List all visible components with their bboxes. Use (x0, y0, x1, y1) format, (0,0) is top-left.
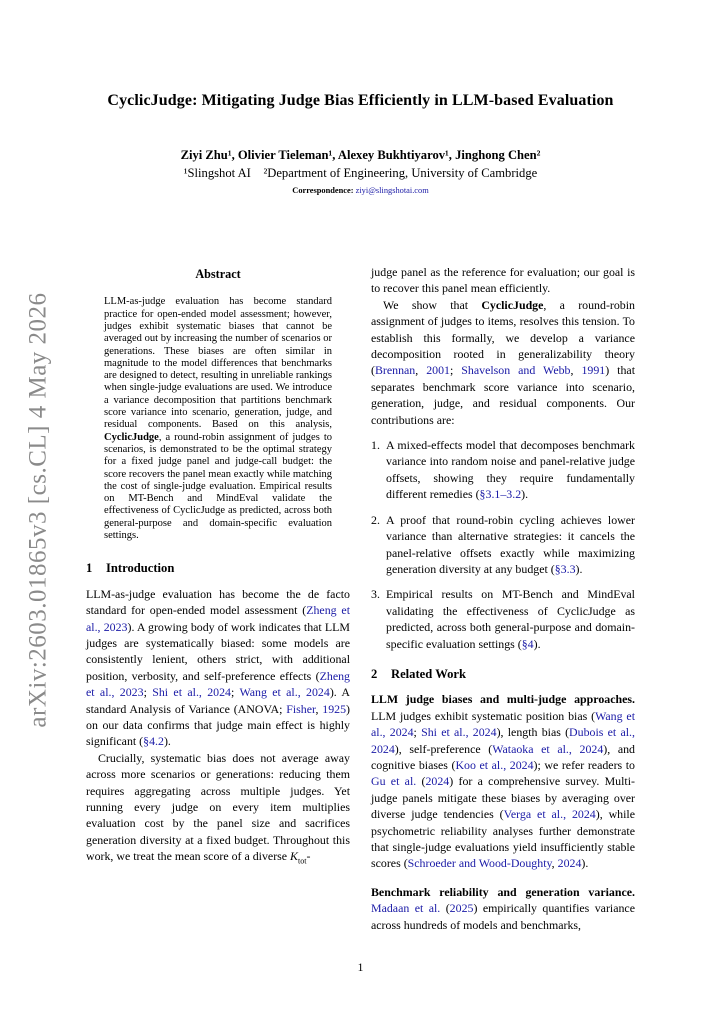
text-run: ( (416, 774, 426, 789)
section-heading-related-work (371, 666, 635, 682)
text-run: ); we refer readers to (533, 757, 635, 772)
text-run: , (570, 363, 582, 378)
section-heading-introduction (86, 560, 350, 576)
citation-link[interactable]: 2001 (426, 363, 450, 378)
text-run: ) that separates benchmark score variance into scenario, generation, judge, and residual components. Our contributions are: (371, 363, 635, 427)
intro-paragraph-3 (371, 297, 635, 428)
text-run: ), length bias ( (496, 725, 570, 740)
list-number: 2. (371, 512, 380, 527)
citation-link[interactable]: 2025 (449, 901, 474, 916)
abstract-text-part: , a round-robin assignment of judges to scenarios, is demonstrated to be the optimal strategy for a fixed judge panel and judge-call budget: the score recovers the panel mean exactly while matching the cost of single-judge evaluation. Empirical results on MT-Bench and MindEval validate the effectiveness of CyclicJudge as predicted, across both general-purpose and domain-specific evaluation settings. (104, 431, 332, 542)
method-name: CyclicJudge (481, 297, 544, 312)
abstract-method-name: CyclicJudge (104, 431, 159, 443)
citation-link[interactable]: 1991 (581, 363, 606, 378)
citation-link[interactable]: Shavelson and Webb (461, 363, 571, 378)
text-run: A mixed-effects model that decomposes benchmark variance into random noise and panel-relative judge offsets, showing they require fundamentally different remedies ( (386, 438, 635, 502)
text-run: We show that (383, 297, 482, 312)
abstract-body (104, 296, 332, 542)
text-run: - (306, 849, 311, 864)
text-run: ; (413, 725, 422, 740)
citation-link[interactable]: Shi et al., 2024 (421, 725, 497, 740)
paper-title: CyclicJudge: Mitigating Judge Bias Efficiently in LLM-based Evaluation (107, 92, 614, 109)
citation-link[interactable]: Fisher (286, 701, 316, 716)
citation-link[interactable]: Brennan (374, 363, 416, 378)
citation-link[interactable]: Wataoka et al., 2024 (492, 741, 604, 756)
section-title: Introduction (106, 561, 175, 576)
math-variable: K (290, 849, 298, 864)
citation-link[interactable]: Madaan et al. (371, 901, 441, 916)
abstract-heading: Abstract (195, 267, 241, 281)
citation-link[interactable]: 2024 (425, 774, 450, 789)
citation-link[interactable]: Koo et al., 2024 (455, 757, 534, 772)
citation-link[interactable]: Gu et al. (371, 774, 417, 789)
citation-link[interactable]: Zheng et al., 2023 (86, 668, 350, 700)
abstract-text-part: LLM-as-judge evaluation has become standard practice for open-ended model assessment; however, judges exhibit systematic biases that cannot be averaged out by increasing the number of scenarios or generations. These biases are often similar in magnitude to the model differences that benchmarks are designed to detect, resulting in unreliable rankings when single-judge evaluations are used. We introduce a variance decomposition that partitions benchmark score variance into scenario, generation, judge, and residual components. Based on this analysis, (104, 296, 332, 431)
text-run: , (415, 363, 427, 378)
section-number: 1 (86, 561, 93, 576)
citation-link[interactable]: Dubois et al., 2024 (371, 725, 635, 756)
text-run: ; (450, 363, 462, 378)
text-run: ) on our data confirms that judge main effect is highly significant ( (86, 701, 350, 749)
section-title: Related Work (391, 666, 466, 681)
math-subscript: tot (297, 856, 307, 866)
arxiv-identifier-stamp (14, 292, 64, 728)
section-ref-link[interactable]: §4 (521, 636, 534, 651)
text-run: ) empirically quantifies variance across hundreds of models and benchmarks, (371, 901, 635, 932)
text-run: ), and cognitive biases ( (371, 741, 636, 772)
text-run: ; (231, 685, 240, 700)
paragraph-heading: Benchmark reliability and generation variance. (371, 884, 635, 899)
citation-link[interactable]: Wang et al., 2024 (239, 685, 330, 700)
text-run: ) for a comprehensive survey. Multi-judge panels mitigate these biases by averaging over diverse judge tendencies ( (371, 774, 635, 822)
text-run: ). (581, 856, 589, 871)
citation-link[interactable]: Schroeder and Wood-Doughty (407, 856, 552, 871)
list-item (371, 437, 635, 503)
text-run: LLM-as-judge evaluation has become the de facto standard for open-ended model assessment ( (86, 586, 350, 618)
author-list: Ziyi Zhu¹, Olivier Tieleman¹, Alexey Bukhtiyarov¹, Jinghong Chen² (180, 148, 541, 162)
text-run: Crucially, systematic bias does not average away across more scenarios or generations: reducing them requires aggregating across multiple judges. Yet running every judge on every item multiplies evaluation cost by the panel size and sacrifices generation diversity at a fixed budget. Throughout this work, we treat the mean score of a diverse (86, 750, 350, 864)
page-number: 1 (357, 960, 364, 974)
text-run: , a round-robin assignment of judges to items, resolves this tension. To establish this formally, we develop a variance decomposition rooted in generalizability theory ( (371, 297, 636, 378)
text-run: LLM judges exhibit systematic position bias ( (371, 708, 596, 723)
section-ref-link[interactable]: §3.3 (554, 561, 576, 576)
correspondence-line (40, 186, 681, 195)
list-number: 3. (371, 587, 380, 602)
text-run: ( (440, 901, 450, 916)
intro-paragraph-2-continued: judge panel as the reference for evaluation; our goal is to recover this panel mean efficiently. (371, 265, 635, 296)
right-column (371, 264, 635, 933)
citation-link[interactable]: Wang et al., 2024 (371, 708, 635, 740)
citation-link[interactable]: 1925 (322, 701, 347, 716)
section-ref-link[interactable]: §4.2 (143, 734, 164, 749)
citation-link[interactable]: Shi et al., 2024 (152, 685, 232, 700)
text-run: ). (533, 636, 541, 651)
citation-link[interactable]: Verga et al., 2024 (503, 807, 596, 822)
section-ref-link[interactable]: §3.1–3.2 (479, 487, 522, 502)
text-run: Empirical results on MT-Bench and MindEval validating the effectiveness of CyclicJudge as predicted, across both general-purpose and domain-specific evaluation settings ( (386, 587, 635, 651)
text-run: ), while psychometric reliability analyses further demonstrate that single-judge evaluations yield insufficiently stable scores ( (371, 807, 636, 871)
intro-paragraph-1 (86, 586, 350, 750)
affiliations: ¹Slingshot AI ²Department of Engineering, University of Cambridge (183, 166, 538, 180)
list-number: 1. (371, 438, 380, 453)
related-paragraph-1 (371, 691, 635, 871)
list-item (371, 586, 635, 652)
related-paragraph-2 (371, 884, 635, 933)
text-run: , (315, 701, 323, 716)
text-run: ). (163, 734, 171, 749)
list-item (371, 512, 635, 578)
contributions-list (371, 437, 635, 652)
arxiv-stamp-text: arXiv:2603.01865v3 [cs.CL] 4 May 2026 (25, 292, 52, 728)
text-run: ). (575, 561, 583, 576)
section-number: 2 (371, 666, 378, 681)
text-run: , (551, 856, 558, 871)
correspondence-email-link[interactable]: ziyi@slingshotai.com (355, 186, 429, 195)
text-run: ). A growing body of work indicates that LLM judges are systematically biased: some models are consistently lenient, others strict, with additional position, verbosity, and self-preference effects ( (86, 619, 351, 683)
text-run: A proof that round-robin cycling achieves lower variance than alternative strategies: it cancels the panel-relative offsets exactly while maximizing generation diversity at any budget ( (386, 512, 635, 576)
text-run: ). (521, 487, 529, 502)
citation-link[interactable]: Zheng et al., 2023 (86, 603, 350, 634)
paragraph-heading: LLM judge biases and multi-judge approaches. (371, 692, 635, 707)
citation-link[interactable]: 2024 (557, 856, 582, 871)
left-column (86, 264, 350, 870)
text-run: ). A standard Analysis of Variance (ANOVA; (86, 685, 351, 716)
text-run: ; (143, 685, 153, 700)
correspondence-label: Correspondence: (292, 186, 354, 195)
intro-paragraph-2 (86, 750, 350, 870)
text-run: ), self-preference ( (394, 741, 493, 756)
